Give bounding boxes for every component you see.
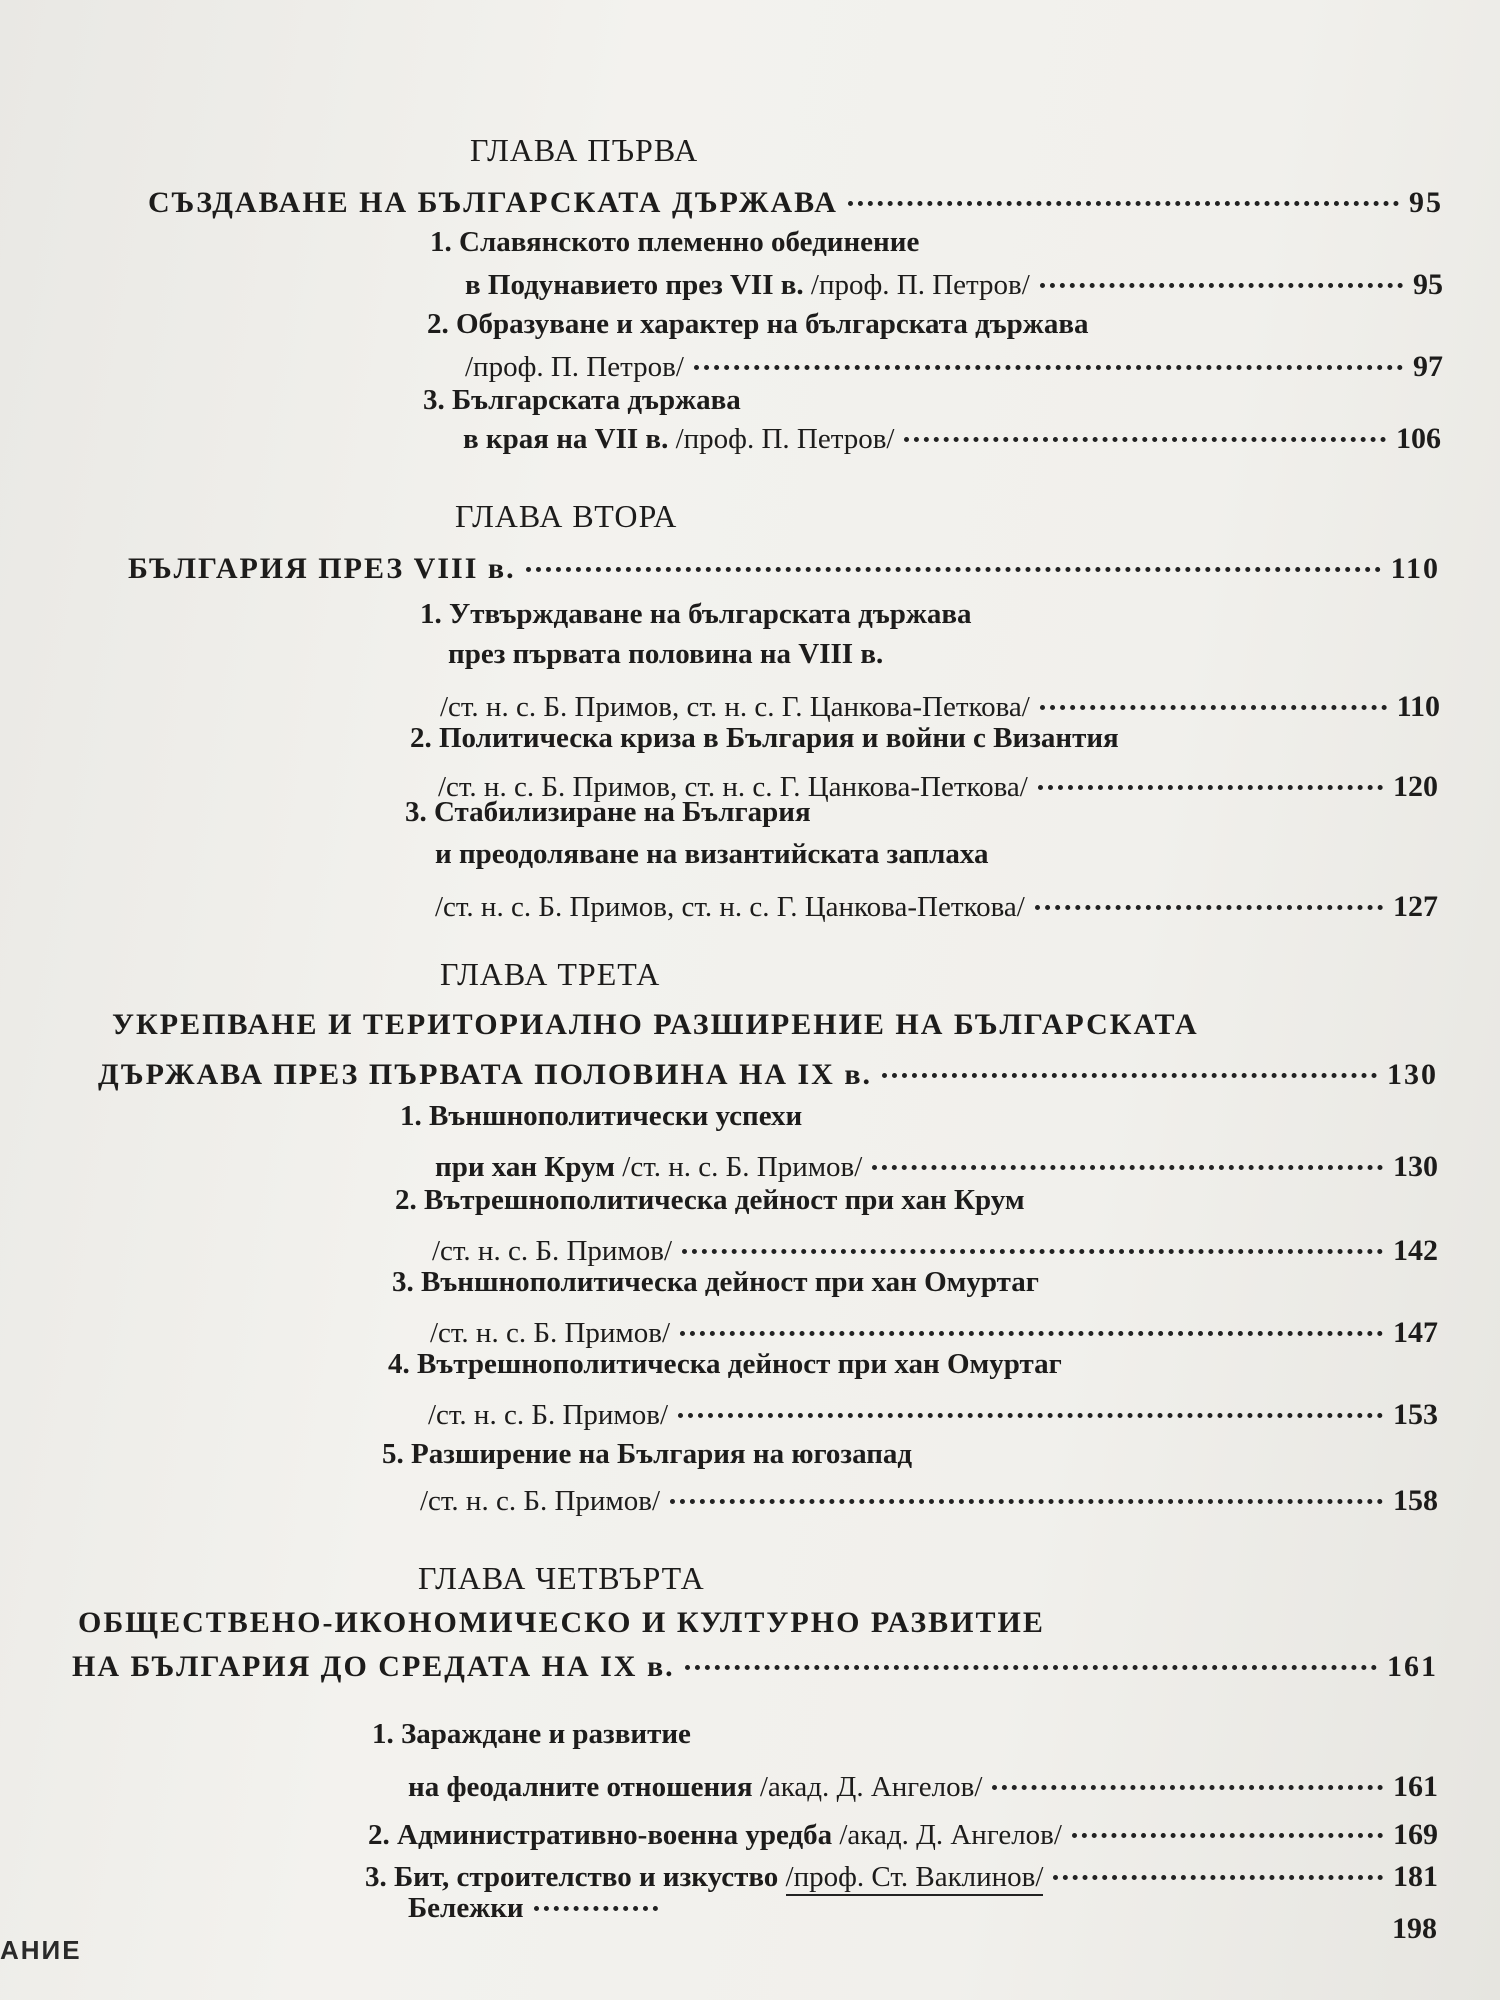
dot-leader (534, 1906, 658, 1911)
ch4-sec2-page: 169 (1393, 1818, 1438, 1851)
ch3-sec5-row (420, 1484, 1438, 1518)
ch2-sec1-line1 (420, 598, 972, 631)
ch3-sec1-title: Външнополитически успехи (429, 1100, 803, 1132)
ch3-sec3-author: /ст. н. с. Б. Примов/ (430, 1317, 671, 1349)
ch2-sec2-page: 120 (1393, 770, 1438, 803)
ch3-sec2-row (432, 1234, 1438, 1268)
ch3-sec1-author: /ст. н. с. Б. Примов/ (622, 1151, 863, 1183)
ch3-sec5-line1 (382, 1438, 912, 1471)
ch2-sec2-author: /ст. н. с. Б. Примов, ст. н. с. Г. Цанкова-Петкова/ (438, 771, 1028, 803)
ch1-sec3-page: 106 (1396, 422, 1441, 455)
chapter-4-title-line2: НА БЪЛГАРИЯ ДО СРЕДАТА НА IX в. (72, 1650, 675, 1683)
ch4-sec3-num: 3. (365, 1861, 387, 1893)
chapter-3-heading: ГЛАВА ТРЕТА (440, 956, 661, 992)
ch3-sec1-num: 1. (400, 1100, 422, 1132)
chapter-2-title-row (128, 552, 1440, 586)
ch1-sec1-row (465, 268, 1443, 302)
ch1-sec1-author: /проф. П. Петров/ (810, 269, 1030, 301)
chapter-1-title: СЪЗДАВАНЕ НА БЪЛГАРСКАТА ДЪРЖАВА (148, 186, 838, 219)
ch4-sec3-title: Бит, строителство и изкуство (394, 1861, 779, 1893)
chapter-1-title-row (148, 186, 1443, 220)
ch4-sec1-author: /акад. Д. Ангелов/ (759, 1771, 983, 1803)
ch3-sec3-row (430, 1316, 1438, 1350)
ch3-sec2-title: Вътрешнополитическа дейност при хан Крум (424, 1184, 1025, 1216)
ch3-sec4-line1 (388, 1348, 1062, 1381)
ch1-sec3-line1 (423, 384, 741, 417)
ch1-sec2-page: 97 (1413, 350, 1443, 383)
chapter-4-heading: ГЛАВА ЧЕТВЪРТА (418, 1560, 705, 1596)
chapter-4-page: 161 (1387, 1650, 1438, 1683)
ch4-sec1-row (408, 1770, 1438, 1804)
ch3-sec2-author: /ст. н. с. Б. Примов/ (432, 1235, 673, 1267)
dot-leader (904, 437, 1386, 442)
ch3-sec1-row (435, 1150, 1438, 1184)
ch3-sec2-page: 142 (1393, 1234, 1438, 1267)
ch1-sec3-author: /проф. П. Петров/ (675, 423, 895, 455)
ch1-sec2-title: Образуване и характер на българската държава (456, 308, 1089, 340)
ch1-sec2-author: /проф. П. Петров/ (465, 351, 684, 383)
ch3-sec4-row (428, 1398, 1438, 1432)
ch3-sec3-line1 (392, 1266, 1039, 1299)
page-edge-text: АНИЕ (0, 1935, 82, 1965)
ch3-sec5-num: 5. (382, 1438, 404, 1470)
dot-leader (678, 1413, 1383, 1418)
dot-leader (680, 1331, 1383, 1336)
ch4-sec1-num: 1. (372, 1718, 394, 1750)
ch3-sec2-line1 (395, 1184, 1025, 1217)
dot-leader (685, 1665, 1377, 1670)
dot-leader (872, 1165, 1383, 1170)
ch1-sec1-page: 95 (1413, 268, 1443, 301)
notes-label: Бележки (408, 1892, 524, 1924)
chapter-2-page: 110 (1390, 552, 1440, 585)
dot-leader (670, 1499, 1383, 1504)
chapter-3-title-line1: УКРЕПВАНЕ И ТЕРИТОРИАЛНО РАЗШИРЕНИЕ НА БЪЛГАРСКАТА (112, 1008, 1199, 1041)
ch2-sec1-row (440, 690, 1440, 724)
ch2-sec3-line1 (405, 796, 811, 829)
dot-leader (992, 1785, 1383, 1790)
dot-leader (1038, 785, 1383, 790)
ch2-sec2-num: 2. (410, 722, 432, 754)
chapter-2-title: БЪЛГАРИЯ ПРЕЗ VIII в. (128, 552, 516, 585)
ch2-sec1-line2: през първата половина на VIII в. (448, 638, 884, 670)
ch3-sec3-title: Външнополитическа дейност при хан Омуртаг (421, 1266, 1039, 1298)
chapter-1-page: 95 (1409, 186, 1443, 219)
ch4-sec2-title: Административно-военна уредба (397, 1819, 833, 1851)
ch3-sec1-page: 130 (1393, 1150, 1438, 1183)
chapter-3-title-row (98, 1058, 1438, 1092)
chapter-4-title-line1: ОБЩЕСТВЕНО-ИКОНОМИЧЕСКО И КУЛТУРНО РАЗВИТИЕ (78, 1606, 1045, 1639)
ch2-sec3-line2: и преодоляване на византийската заплаха (435, 838, 989, 870)
ch2-sec3-page: 127 (1393, 890, 1438, 923)
ch3-sec3-page: 147 (1393, 1316, 1438, 1349)
ch1-sec2-row (465, 350, 1443, 384)
ch4-sec3-author: /проф. Ст. Ваклинов/ (786, 1861, 1044, 1896)
ch1-sec2-line1 (427, 308, 1088, 341)
ch3-sec4-page: 153 (1393, 1398, 1438, 1431)
dot-leader (1072, 1833, 1383, 1838)
ch2-sec2-title: Политическа криза в България и войни с Византия (439, 722, 1119, 754)
ch4-sec3-page: 181 (1393, 1860, 1438, 1893)
ch2-sec3-title: Стабилизиране на България (434, 796, 811, 828)
ch1-sec3-title-cont: в края на VII в. (463, 423, 669, 455)
chapter-2-heading: ГЛАВА ВТОРА (455, 498, 678, 534)
ch1-sec2-num: 2. (427, 308, 449, 340)
ch4-sec1-line1 (372, 1718, 691, 1751)
dot-leader (848, 201, 1399, 206)
dot-leader (526, 567, 1381, 572)
ch4-sec1-title-cont: на феодалните отношения (408, 1771, 753, 1803)
ch2-sec3-num: 3. (405, 796, 427, 828)
notes-page: 198 (1392, 1912, 1437, 1945)
ch3-sec5-page: 158 (1393, 1484, 1438, 1517)
ch3-sec1-title-cont: при хан Крум (435, 1151, 616, 1183)
ch4-sec2-row (368, 1818, 1438, 1852)
chapter-3-page: 130 (1387, 1058, 1438, 1091)
chapter-1-heading: ГЛАВА ПЪРВА (470, 132, 699, 168)
chapter-3-title-line2: ДЪРЖАВА ПРЕЗ ПЪРВАТА ПОЛОВИНА НА IX в. (98, 1058, 873, 1091)
ch3-sec5-title: Разширение на България на югозапад (411, 1438, 913, 1470)
ch2-sec3-author: /ст. н. с. Б. Примов, ст. н. с. Г. Цанкова-Петкова/ (435, 891, 1025, 923)
dot-leader (1035, 905, 1383, 910)
ch1-sec1-line1 (430, 226, 919, 259)
chapter-4-title-row (72, 1650, 1438, 1684)
dot-leader (682, 1249, 1383, 1254)
dot-leader (1040, 283, 1403, 288)
ch4-sec1-page: 161 (1393, 1770, 1438, 1803)
ch1-sec3-num: 3. (423, 384, 445, 416)
ch3-sec1-line1 (400, 1100, 802, 1133)
ch1-sec3-title: Българската държава (452, 384, 741, 416)
ch4-sec1-title: Зараждане и развитие (401, 1718, 691, 1750)
ch3-sec5-author: /ст. н. с. Б. Примов/ (420, 1485, 661, 1517)
ch1-sec1-title-cont: в Подунавието през VII в. (465, 269, 804, 301)
ch1-sec1-title: Славянското племенно обединение (459, 226, 920, 258)
ch3-sec4-title: Вътрешнополитическа дейност при хан Омуртаг (417, 1348, 1062, 1380)
ch2-sec1-num: 1. (420, 598, 442, 630)
ch4-sec2-author: /акад. Д. Ангелов/ (839, 1819, 1062, 1851)
dot-leader (882, 1073, 1377, 1078)
dot-leader (694, 365, 1403, 370)
ch2-sec3-row (435, 890, 1438, 924)
ch1-sec3-row (463, 422, 1441, 456)
ch3-sec4-num: 4. (388, 1348, 410, 1380)
ch2-sec1-title: Утвърждаване на българската държава (449, 598, 972, 630)
ch4-sec3-row (365, 1860, 1438, 1896)
ch4-sec2-num: 2. (368, 1819, 390, 1851)
ch3-sec4-author: /ст. н. с. Б. Примов/ (428, 1399, 669, 1431)
ch3-sec3-num: 3. (392, 1266, 414, 1298)
ch2-sec1-author: /ст. н. с. Б. Примов, ст. н. с. Г. Цанкова-Петкова/ (440, 691, 1030, 723)
ch1-sec1-num: 1. (430, 226, 452, 258)
ch2-sec2-line1 (410, 722, 1119, 755)
ch2-sec1-page: 110 (1396, 690, 1440, 723)
ch3-sec2-num: 2. (395, 1184, 417, 1216)
dot-leader (1053, 1875, 1383, 1880)
notes-row (408, 1892, 668, 1925)
dot-leader (1040, 705, 1387, 710)
